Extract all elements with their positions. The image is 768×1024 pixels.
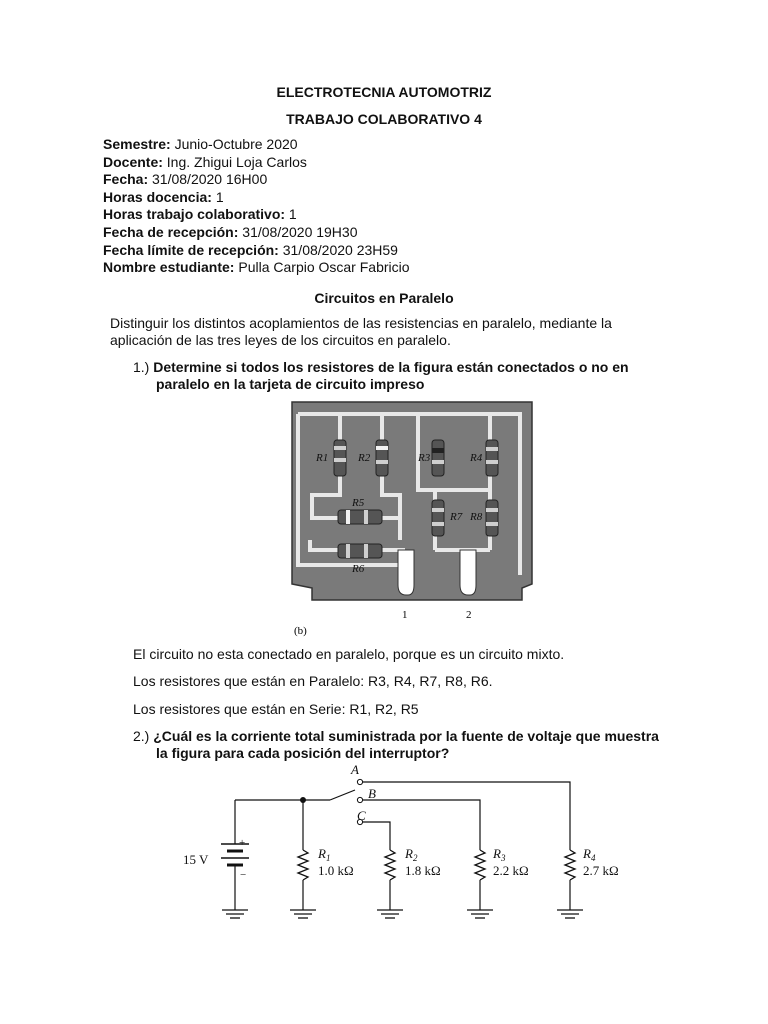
resistor-r4-symbol bbox=[565, 850, 575, 880]
question-1-number: 1.) bbox=[133, 359, 150, 375]
source-label: 15 V bbox=[183, 852, 209, 867]
label-r3: R3 bbox=[418, 452, 431, 464]
meta-fecha: Fecha: 31/08/2020 16H00 bbox=[103, 171, 268, 188]
resistor-r1-symbol bbox=[298, 850, 308, 880]
meta-fecha-recepcion: Fecha de recepción: 31/08/2020 19H30 bbox=[103, 223, 358, 240]
label-r6: R6 bbox=[352, 563, 365, 575]
section-title: Circuitos en Paralelo bbox=[314, 290, 454, 306]
resistor-r2-symbol bbox=[385, 850, 395, 880]
document-title: ELECTROTECNIA AUTOMOTRIZ bbox=[276, 84, 492, 100]
r1-value: 1.0 kΩ bbox=[318, 863, 354, 878]
ground-symbols bbox=[222, 910, 583, 918]
meta-block bbox=[103, 136, 410, 277]
meta-docente: Docente: Ing. Zhigui Loja Carlos bbox=[103, 153, 307, 170]
resistor-r4 bbox=[486, 440, 498, 476]
intro-paragraph: Distinguir los distintos acoplamientos de las resistencias en paralelo, mediante la aplicación de las tres leyes de los circuitos en paralelo. bbox=[110, 315, 612, 348]
label-r8: R8 bbox=[470, 511, 483, 523]
resistor-r7 bbox=[432, 500, 444, 536]
question-1-text-1: Determine si todos los resistores de la figura están conectados o no en bbox=[153, 359, 629, 375]
r2-value: 1.8 kΩ bbox=[405, 863, 441, 878]
r4-value: 2.7 kΩ bbox=[583, 863, 619, 878]
resistor-r6 bbox=[338, 544, 382, 558]
question-2 bbox=[133, 728, 673, 762]
r2-name: $R_2$ bbox=[405, 846, 418, 863]
resistor-r1 bbox=[334, 440, 346, 476]
meta-semestre: Semestre: Junio-Octubre 2020 bbox=[103, 136, 298, 152]
resistor-r5 bbox=[338, 510, 382, 524]
r3-value: 2.2 kΩ bbox=[493, 863, 529, 878]
pcb-figure bbox=[290, 400, 540, 640]
resistor-r2 bbox=[376, 440, 388, 476]
minus-sign: − bbox=[240, 869, 247, 881]
answer-line-3: Los resistores que están en Serie: R1, R2, R5 bbox=[133, 701, 419, 717]
question-1-text-2: paralelo en la tarjeta de circuito impreso bbox=[156, 376, 425, 392]
document-subtitle: TRABAJO COLABORATIVO 4 bbox=[286, 111, 482, 127]
question-2-text-1: ¿Cuál es la corriente total suministrada por la fuente de voltaje que muestra bbox=[153, 728, 659, 744]
resistor-r3 bbox=[432, 440, 444, 476]
plus-sign: + bbox=[239, 837, 246, 849]
switch-label-b: B bbox=[368, 786, 376, 801]
r3-name: $R_3$ bbox=[493, 846, 506, 863]
answer-line-2: Los resistores que están en Paralelo: R3, R4, R7, R8, R6. bbox=[133, 673, 493, 689]
r4-name: $R_4$ bbox=[583, 846, 596, 863]
resistor-r8 bbox=[486, 500, 498, 536]
switch-label-c: C bbox=[357, 808, 366, 823]
label-r7: R7 bbox=[450, 511, 463, 523]
label-r2: R2 bbox=[358, 452, 371, 464]
r1-name: $R_1$ bbox=[318, 846, 331, 863]
meta-horas-docencia: Horas docencia: 1 bbox=[103, 188, 224, 205]
junction-dot bbox=[300, 797, 306, 803]
pad-2-label: 2 bbox=[466, 609, 472, 621]
question-2-number: 2.) bbox=[133, 728, 150, 744]
answer-line-1: El circuito no esta conectado en paralelo, porque es un circuito mixto. bbox=[133, 646, 565, 662]
resistor-r3-symbol bbox=[475, 850, 485, 880]
circuit-schematic bbox=[175, 760, 645, 930]
figure-caption: (b) bbox=[294, 625, 307, 637]
question-2-text-2: la figura para cada posición del interruptor? bbox=[156, 745, 450, 761]
switch-label-a: A bbox=[351, 762, 359, 777]
label-r5: R5 bbox=[352, 497, 365, 509]
label-r4: R4 bbox=[470, 452, 483, 464]
meta-nombre-estudiante: Nombre estudiante: Pulla Carpio Oscar Fabricio bbox=[103, 259, 410, 276]
meta-fecha-limite: Fecha límite de recepción: 31/08/2020 23H59 bbox=[103, 241, 398, 258]
label-r1: R1 bbox=[316, 452, 329, 464]
question-1 bbox=[133, 359, 673, 393]
meta-horas-trabajo: Horas trabajo colaborativo: 1 bbox=[103, 206, 297, 223]
pad-1-label: 1 bbox=[402, 609, 408, 621]
circuit-wires bbox=[235, 782, 570, 910]
